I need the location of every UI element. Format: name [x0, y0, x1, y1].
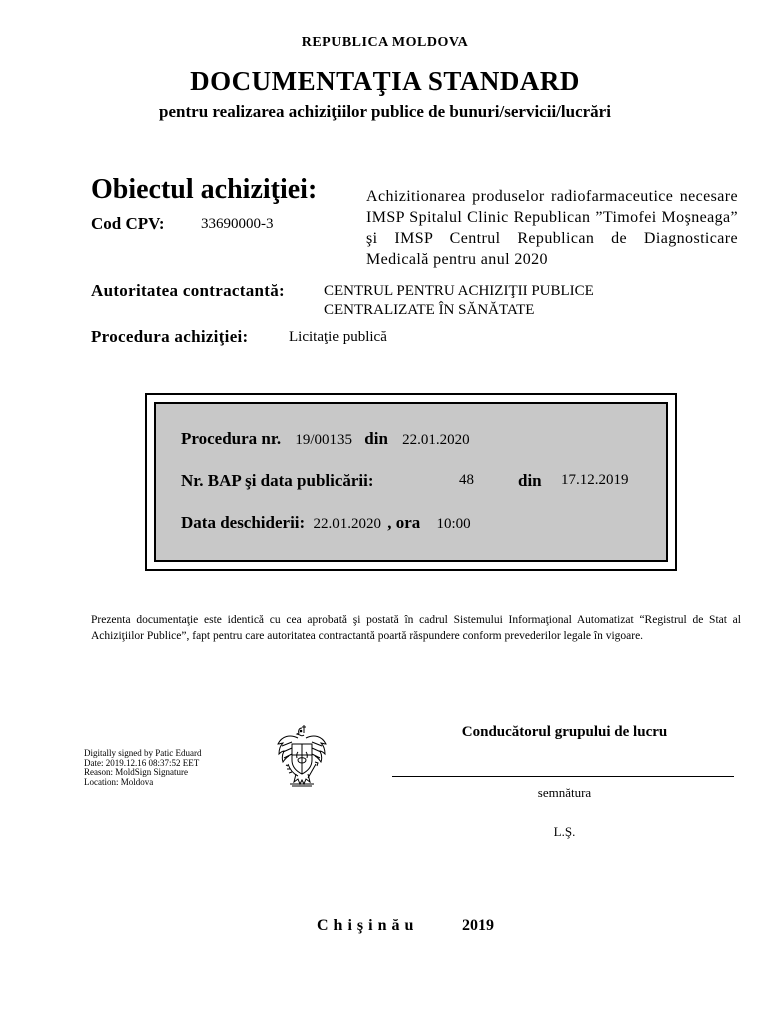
country-heading: REPUBLICA MOLDOVA [301, 35, 469, 50]
procedure-number-date: 22.01.2020 [402, 432, 470, 448]
authority-value [324, 282, 724, 320]
bap-label: Nr. BAP şi data publicării: [181, 471, 374, 490]
opening-date: 22.01.2020 [313, 516, 381, 532]
opening-row [181, 513, 471, 533]
object-description: Achizitionarea produselor radiofarmaceutice necesare IMSP Spitalul Clinic Republican ”Timofei Moşneaga” şi IMSP Centrul Republican de Diagnosticare Medicală pentru anul 2020 [366, 188, 738, 268]
seal-place-mark: L.Ş. [553, 824, 576, 839]
bap-din-label: din [518, 471, 542, 490]
procedure-value: Licitaţie publică [289, 329, 387, 345]
digital-signature-block [84, 749, 201, 787]
cpv-value: 33690000-3 [201, 216, 274, 232]
bap-date: 17.12.2019 [561, 472, 629, 488]
digital-signature-date: Date: 2019.12.16 08:37:52 EET [84, 757, 200, 768]
signature-caption: semnătura [537, 785, 592, 800]
authority-line-1: CENTRUL PENTRU ACHIZIŢII PUBLICE [324, 283, 594, 299]
digital-signature-reason: Reason: MoldSign Signature [84, 767, 188, 777]
procedure-din-label: din [364, 429, 388, 448]
procedure-label: Procedura achiziţiei: [91, 327, 249, 346]
procedure-info-panel [154, 402, 668, 562]
document-year: 2019 [462, 917, 494, 934]
cpv-label: Cod CPV: [91, 214, 165, 233]
disclaimer-text: Prezenta documentaţie este identică cu cea aprobată şi postată în cadrul Sistemului Informaţional Automatizat “Registrul de Stat al Achiziţiilor Publice”, fapt pentru care autoritatea contractantă poartă răspundere conform prevederilor legale în vigoare. [91, 614, 741, 642]
city-name: Chişinău [317, 917, 419, 934]
document-title: DOCUMENTAŢIA STANDARD [190, 66, 580, 96]
opening-time: 10:00 [436, 516, 471, 532]
opening-time-label: , ora [387, 513, 421, 532]
procedure-number-value: 19/00135 [295, 432, 353, 448]
procedure-number-label: Procedura nr. [181, 429, 282, 448]
procedure-number-row [181, 429, 470, 449]
coat-of-arms-moldova-icon [274, 724, 330, 788]
authority-line-2: CENTRALIZATE ÎN SĂNĂTATE [324, 302, 535, 318]
bap-row [181, 471, 661, 491]
bap-number: 48 [459, 472, 474, 488]
opening-label: Data deschiderii: [181, 513, 306, 532]
digital-signature-signer: Digitally signed by Patic Eduard [84, 748, 202, 758]
document-subtitle: pentru realizarea achiziţiilor publice de bunuri/servicii/lucrări [159, 102, 611, 121]
working-group-leader-label: Conducătorul grupului de lucru [461, 724, 668, 740]
authority-label: Autoritatea contractantă: [91, 281, 285, 300]
procedure-info-box [145, 393, 677, 571]
object-label: Obiectul achiziţiei: [91, 174, 318, 205]
signature-line [392, 776, 734, 777]
digital-signature-location: Location: Moldova [84, 776, 154, 787]
